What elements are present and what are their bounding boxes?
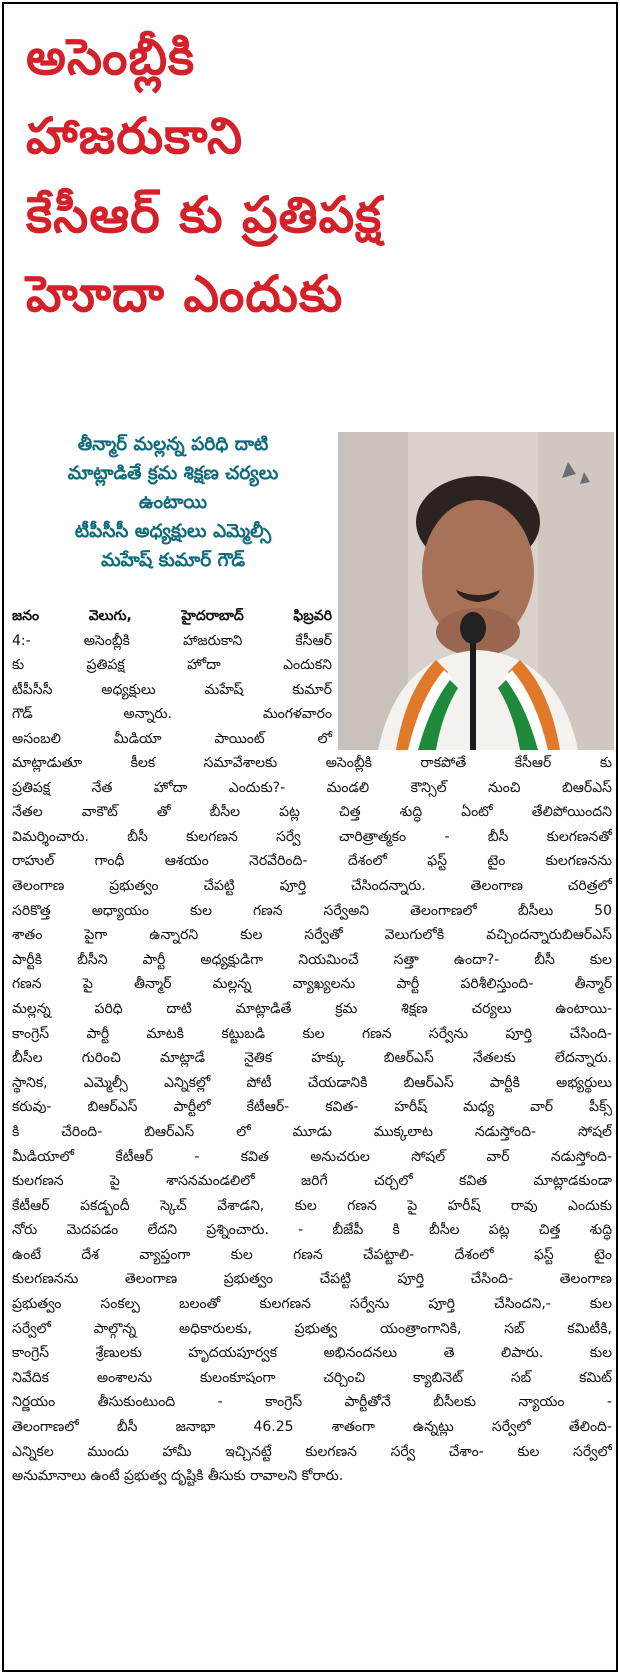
article-line: నివేదిక అంశాలను కులంకూషంగా చర్చించి క్యాబినెట్ సబ్ కమిట్ — [12, 1369, 612, 1386]
article-line: అసంబలి మీడియా పాయింట్ లో — [12, 730, 332, 747]
article-line: నిర్ణయం తీసుకుంటుంది - కాంగ్రెస్ పార్టీతోనే బీసీలకు న్యాయం - — [12, 1394, 612, 1411]
article-line: బీసీల గురించి మాట్లాడే నైతిక హక్కు బిఆర్ఎస్ నేతలకు లేదన్నారు. — [12, 1050, 612, 1067]
dateline: జనం వెలుగు, హైదరాబాద్ ఫిబ్రవరి — [12, 608, 332, 624]
article-line: మీడియాలో కేటీఆర్ - కవిత అనుచరుల సోషల్ వార్ నడుస్తోంది- — [12, 1148, 612, 1165]
headline-line: అసెంబ్లీకి — [26, 28, 196, 86]
article-line: అనుమానాలు ఉంటే ప్రభుత్వ దృష్టికి తీసుకు రావాలని కోరారు. — [12, 1468, 344, 1485]
article-line: పార్టీకి బీసీని పార్టీ అధ్యక్షుడిగా నియమించే సత్తా ఉందా?- బీసీ కుల — [12, 951, 612, 968]
subheading-line: మహేష్ కుమార్ గౌడ్ — [100, 550, 246, 571]
subheading-line: మాట్లాడితే క్రమ శిక్షణ చర్యలు — [67, 463, 279, 484]
article-line: రాహుల్ గాంధీ ఆశయం నెరవేరింది- దేశంలో ఫస్ట్ టైం కులగణనను — [12, 853, 612, 870]
article-line: సర్వేలో పాల్గొన్న అధికారులకు, ప్రభుత్వ యంత్రాంగానికి, సబ్ కమిటీకి, — [12, 1320, 612, 1337]
article-line: స్థానిక, ఎమ్మెల్సీ ఎన్నికల్లో పోటీ చేయడానికి బిఆర్ఎస్ పార్టీకి అభ్యర్థులు — [12, 1074, 612, 1091]
article-lead-column — [12, 604, 332, 751]
article-line: గణన పై తీన్మార్ మల్లన్న వ్యాఖ్యలను పార్టీ పరిశీలిస్తుంది- తీన్మార్ — [12, 976, 612, 993]
article-line: కు ప్రతిపక్ష హోదా ఎందుకని — [12, 657, 332, 673]
article-line: ఉంటే దేశ వ్యాప్తంగా కుల గణన చేపట్టాలి- దేశంలో ఫస్ట్ టైం — [12, 1246, 612, 1263]
article-line: మాట్లాడుతూ కీలక సమావేశాలకు అసెంబ్లీకి రాకపోతే కేసీఆర్ కు — [12, 755, 612, 771]
article-line: కులగణనను తెలంగాణ ప్రభుత్వం చేపట్టి పూర్తి చేసింది- తెలంగాణ — [12, 1271, 612, 1288]
article-line: నోరు మెదపడం లేదని ప్రశ్నించారు. - బీజేపీ కి బీసీల పట్ల చిత్త శుద్ధి — [12, 1222, 612, 1239]
article-line: కులగణన పై శాసనమండలిలో జరిగే చర్చలో కవిత మాట్లాడకుండా — [12, 1173, 612, 1190]
headline-line: హెూదా ఎందుకు — [26, 265, 344, 323]
article-body — [12, 751, 612, 1489]
headline-line: హాజరుకాని — [26, 107, 244, 165]
article-line: కాంగ్రెస్ శ్రేణులకు హృదయపూర్వక అభినందనలు తె లిపారు. కుల — [12, 1345, 612, 1362]
news-clipping — [2, 2, 618, 1672]
article-line: తెలంగాణలో బీసీ జనాభా 46.25 శాతంగా ఉన్నట్లు సర్వేలో తేలింది- — [12, 1419, 612, 1436]
article-line: తెలంగాణ ప్రభుత్వం చేపట్టి పూర్తి చేసిందన్నారు. తెలంగాణ చరిత్రలో — [12, 877, 612, 894]
article-line: శాతం పైగా ఉన్నారని కుల సర్వేతో వెలుగులోకి వచ్చిందన్నారుబిఆర్ఎస్ — [12, 927, 612, 944]
person-at-microphone-icon — [338, 432, 614, 750]
article-line: మల్లన్న పరిధి దాటి మాట్లాడితే క్రమ శిక్షణ చర్యలు ఉంటాయి- — [12, 1000, 612, 1017]
article-line: కరువు- బిఆర్ఎస్ పార్టీలో కేటీఆర్- కవిత- హరీష్ మధ్య వార్ పీక్స్ — [12, 1099, 612, 1116]
article-line: 4:- అసెంబ్లీకి హాజరుకాని కేసీఆర్ — [12, 632, 332, 649]
article-line: కేటీఆర్ పకడ్బందీ స్కెచ్ వేశాడని, కుల గణన పై హరీష్ రావు ఎందుకు — [12, 1197, 612, 1214]
subheading-block — [14, 430, 332, 575]
article-line: ప్రభుత్వం సంకల్ప బలంతో కులగణన సర్వేను పూర్తి చేసిందని,- కుల — [12, 1296, 612, 1313]
article-line: విమర్శించారు. బీసీ కులగణన సర్వే చారిత్రాత్మకం - బీసీ కులగణనతో — [12, 828, 612, 845]
subheading-line: తీన్మార్ మల్లన్న పరిధి దాటి — [77, 434, 269, 455]
article-line: నేతల వాకౌట్ తో బీసీల పట్ల చిత్త శుద్ధి ఏంటో తేలిపోయిందని — [12, 804, 612, 821]
speaker-photo — [338, 432, 614, 750]
headline — [26, 18, 606, 334]
article-line: టీపీసీసీ అధ్యక్షులు మహేష్ కుమార్ — [12, 681, 332, 698]
subheading-line: ఉంటాయి — [138, 492, 208, 513]
article-line: కి చేరింది- బిఆర్ఎస్ లో మూడు ముక్కలాట నడుస్తోంది- సోషల్ — [12, 1123, 612, 1140]
article-line: ప్రతిపక్ష నేత హోదా ఎందుకు?- మండలి కౌన్సిల్ నుంచి బిఆర్ఎస్ — [12, 779, 612, 796]
article-line: ఎన్నికల ముందు హామీ ఇచ్చినట్టే కులగణన సర్వే చేశాం- కుల సర్వేలో — [12, 1443, 612, 1460]
article-line: కాంగ్రెస్ పార్టీ మాటకి కట్టుబడి కుల గణన సర్వేను పూర్తి చేసింది- — [12, 1025, 612, 1042]
subheading-line: టీపీసీసీ అధ్యక్షులు ఎమ్మెల్సీ — [74, 521, 272, 542]
article-line: సరికొత్త అధ్యాయం కుల గణన సర్వేఅని తెలంగాణలో బీసీలు 50 — [12, 902, 612, 919]
headline-line: కేసీఆర్ కు ప్రతిపక్ష — [26, 186, 383, 244]
article-line: గౌడ్ అన్నారు. మంగళవారం — [12, 706, 332, 722]
